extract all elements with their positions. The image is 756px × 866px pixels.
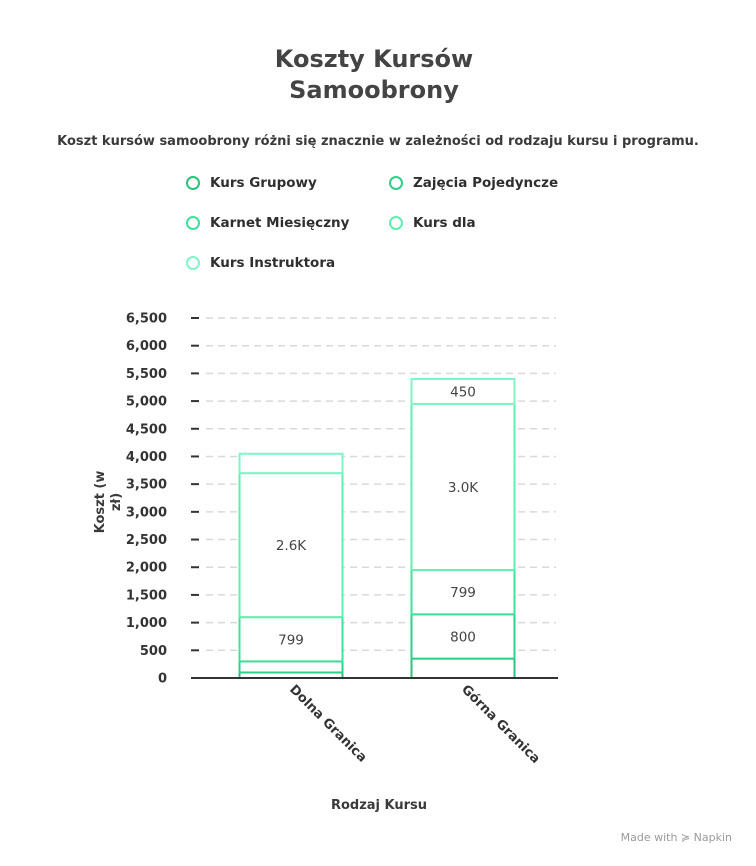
y-tick-label: 4,500 bbox=[125, 422, 167, 438]
y-tick-label: 4,000 bbox=[125, 449, 167, 465]
y-tick-label: 1,500 bbox=[125, 588, 167, 604]
chart-subtitle: Koszt kursów samoobrony różni się znacznie w zależności od rodzaju kursu i programu. bbox=[57, 134, 699, 149]
legend-label: Karnet Miesięczny bbox=[210, 215, 350, 231]
bar-data-label: 800 bbox=[450, 629, 476, 646]
bar-data-label: 799 bbox=[450, 585, 476, 602]
chart-title-line-2: Samoobrony bbox=[289, 76, 459, 104]
bar-data-label: 3.0K bbox=[447, 479, 479, 496]
bar-data-label: 2.6K bbox=[275, 538, 307, 555]
y-tick-label: 5,500 bbox=[125, 366, 167, 382]
bar-segment bbox=[412, 659, 515, 678]
legend-label: Kurs Grupowy bbox=[210, 175, 317, 191]
y-tick-label: 6,000 bbox=[125, 339, 167, 355]
y-tick-label: 3,500 bbox=[125, 477, 167, 493]
y-axis-title-line: Koszt (w bbox=[93, 470, 108, 534]
bar-segment bbox=[240, 661, 343, 672]
y-tick-label: 1,000 bbox=[125, 616, 167, 632]
y-tick-label: 5,000 bbox=[125, 394, 167, 410]
legend-label: Kurs Instruktora bbox=[210, 255, 336, 271]
x-category-label: Górna Granica bbox=[458, 682, 543, 767]
y-tick-label: 2,500 bbox=[125, 533, 167, 549]
y-tick-label: 6,500 bbox=[125, 311, 167, 327]
y-axis-title-line: zł) bbox=[109, 492, 124, 512]
y-tick-label: 0 bbox=[157, 671, 167, 687]
legend-label: Zajęcia Pojedyncze bbox=[413, 175, 559, 191]
bar-segment bbox=[240, 454, 343, 473]
x-axis-title: Rodzaj Kursu bbox=[330, 798, 428, 813]
napkin-watermark: Made with ≽ Napkin bbox=[620, 831, 732, 844]
y-tick-label: 2,000 bbox=[125, 560, 167, 576]
x-category-label: Dolna Granica bbox=[286, 682, 370, 766]
y-tick-label: 3,000 bbox=[125, 505, 167, 521]
y-tick-label: 500 bbox=[139, 643, 167, 659]
bar-data-label: 450 bbox=[450, 384, 476, 401]
y-axis-title bbox=[93, 471, 124, 534]
bar-data-label: 799 bbox=[278, 632, 304, 649]
chart-title-line-1: Koszty Kursów bbox=[274, 45, 474, 73]
legend-label: Kurs dla bbox=[413, 215, 476, 231]
